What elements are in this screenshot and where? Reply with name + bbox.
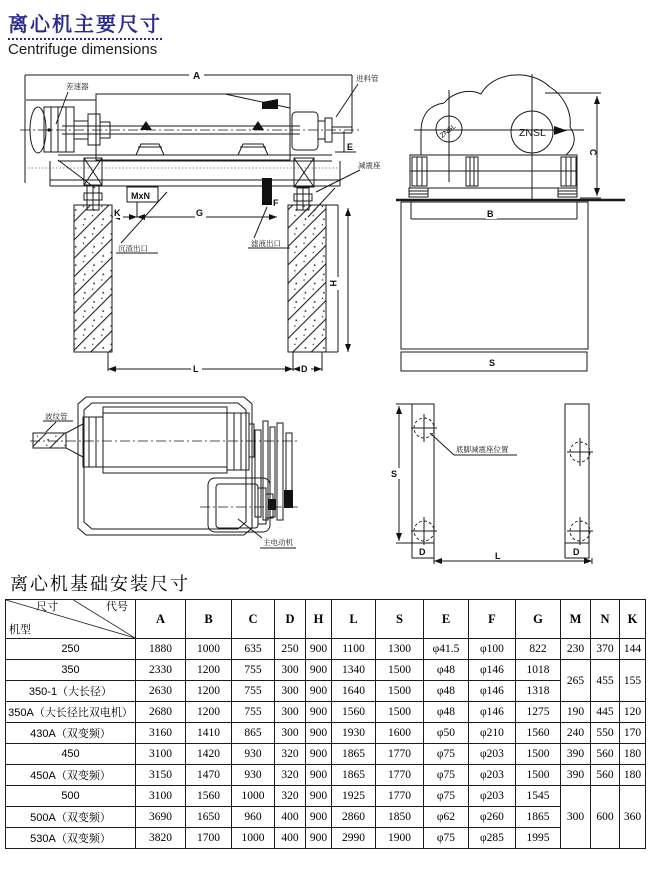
pulley-small-text: ZNSL xyxy=(439,123,458,140)
top-view-drawing xyxy=(30,397,300,548)
value-cell: 1000 xyxy=(232,828,275,849)
value-cell: 1300 xyxy=(376,639,424,660)
value-cell: 155 xyxy=(620,660,646,702)
value-cell: 1900 xyxy=(376,828,424,849)
value-cell: 1560 xyxy=(186,786,232,807)
value-cell: 1275 xyxy=(516,702,561,723)
value-cell: 1560 xyxy=(332,702,376,723)
value-cell: φ260 xyxy=(469,807,516,828)
value-cell: φ41.5 xyxy=(424,639,469,660)
value-cell: 1865 xyxy=(516,807,561,828)
value-cell: φ210 xyxy=(469,723,516,744)
value-cell: 1340 xyxy=(332,660,376,681)
value-cell: 400 xyxy=(275,807,306,828)
value-cell: 755 xyxy=(232,660,275,681)
value-cell: φ48 xyxy=(424,681,469,702)
value-cell: 144 xyxy=(620,639,646,660)
value-cell: 3100 xyxy=(136,786,186,807)
dim-a-label: A xyxy=(193,71,201,82)
value-cell: φ146 xyxy=(469,681,516,702)
value-cell: 360 xyxy=(620,786,646,849)
value-cell: 1500 xyxy=(516,744,561,765)
value-cell: 320 xyxy=(275,744,306,765)
dim-e-label: E xyxy=(347,142,354,152)
column-header-K: K xyxy=(620,600,646,639)
dim-f-label: F xyxy=(273,198,279,208)
value-cell: φ146 xyxy=(469,702,516,723)
value-cell: 900 xyxy=(306,765,332,786)
value-cell: 755 xyxy=(232,702,275,723)
model-cell: 530A（双变频） xyxy=(6,828,136,849)
column-header-M: M xyxy=(561,600,591,639)
column-header-D: D xyxy=(275,600,306,639)
value-cell: 300 xyxy=(275,681,306,702)
dimensions-table-wrap xyxy=(5,599,646,849)
plan-dim-d-left: D xyxy=(419,547,426,557)
pulley-large-text: ZNSL xyxy=(519,127,546,139)
value-cell: 1770 xyxy=(376,744,424,765)
value-cell: 300 xyxy=(561,786,591,849)
value-cell: 3160 xyxy=(136,723,186,744)
header-row xyxy=(6,600,646,639)
column-header-N: N xyxy=(591,600,620,639)
value-cell: 550 xyxy=(591,723,620,744)
plan-dim-s-label: S xyxy=(391,469,398,479)
column-header-C: C xyxy=(232,600,275,639)
value-cell: 190 xyxy=(561,702,591,723)
sediment-outlet-label: 沉渣出口 xyxy=(118,244,148,253)
table-row xyxy=(6,702,646,723)
value-cell: 1500 xyxy=(376,660,424,681)
value-cell: 1200 xyxy=(186,681,232,702)
value-cell: 1318 xyxy=(516,681,561,702)
value-cell: φ75 xyxy=(424,786,469,807)
value-cell: 400 xyxy=(275,828,306,849)
dim-h-label: H xyxy=(328,280,338,287)
table-row xyxy=(6,723,646,744)
dim-d-label: D xyxy=(301,364,308,374)
column-header-L: L xyxy=(332,600,376,639)
table-row xyxy=(6,786,646,807)
dim-s-label: S xyxy=(489,358,496,368)
column-header-A: A xyxy=(136,600,186,639)
value-cell: 1410 xyxy=(186,723,232,744)
value-cell: 2630 xyxy=(136,681,186,702)
table-row xyxy=(6,828,646,849)
value-cell: φ203 xyxy=(469,786,516,807)
side-view-drawing xyxy=(20,69,381,374)
table-row xyxy=(6,660,646,681)
value-cell: 1650 xyxy=(186,807,232,828)
model-cell: 350 xyxy=(6,660,136,681)
main-motor-label: 主电动机 xyxy=(263,538,293,547)
value-cell: 1995 xyxy=(516,828,561,849)
value-cell: 900 xyxy=(306,660,332,681)
value-cell: 1500 xyxy=(376,681,424,702)
dim-k-label: K xyxy=(114,208,121,218)
value-cell: 635 xyxy=(232,639,275,660)
value-cell: 300 xyxy=(275,723,306,744)
value-cell: 1865 xyxy=(332,765,376,786)
value-cell: φ75 xyxy=(424,828,469,849)
model-cell: 250 xyxy=(6,639,136,660)
value-cell: 250 xyxy=(275,639,306,660)
value-cell: 900 xyxy=(306,723,332,744)
page-subtitle: Centrifuge dimensions xyxy=(8,41,158,58)
value-cell: 1500 xyxy=(376,702,424,723)
value-cell: 2990 xyxy=(332,828,376,849)
value-cell: 320 xyxy=(275,765,306,786)
column-header-S: S xyxy=(376,600,424,639)
value-cell: φ48 xyxy=(424,702,469,723)
value-cell: 1420 xyxy=(186,744,232,765)
value-cell: 240 xyxy=(561,723,591,744)
foot-damper-label: 底脚减震座位置 xyxy=(456,445,509,454)
value-cell: 1470 xyxy=(186,765,232,786)
plan-dim-l-label: L xyxy=(495,551,501,561)
value-cell: 1560 xyxy=(516,723,561,744)
value-cell: 930 xyxy=(232,765,275,786)
value-cell: 900 xyxy=(306,639,332,660)
table-row xyxy=(6,744,646,765)
value-cell: 900 xyxy=(306,828,332,849)
model-cell: 430A（双变频） xyxy=(6,723,136,744)
value-cell: 900 xyxy=(306,681,332,702)
value-cell: φ203 xyxy=(469,744,516,765)
value-cell: 2860 xyxy=(332,807,376,828)
model-cell: 450A（双变频） xyxy=(6,765,136,786)
page-title: 离心机主要尺寸 xyxy=(8,8,162,40)
value-cell: 1000 xyxy=(232,786,275,807)
value-cell: 1925 xyxy=(332,786,376,807)
value-cell: φ146 xyxy=(469,660,516,681)
gearbox-label: 差速器 xyxy=(66,82,89,91)
dim-g-label: G xyxy=(196,208,204,218)
value-cell: 1770 xyxy=(376,786,424,807)
value-cell: φ75 xyxy=(424,765,469,786)
value-cell: 822 xyxy=(516,639,561,660)
value-cell: 180 xyxy=(620,765,646,786)
value-cell: 1200 xyxy=(186,660,232,681)
value-cell: 900 xyxy=(306,786,332,807)
value-cell: φ48 xyxy=(424,660,469,681)
table-row xyxy=(6,807,646,828)
value-cell: 370 xyxy=(591,639,620,660)
model-cell: 350A（大长径比双电机） xyxy=(6,702,136,723)
page-header xyxy=(8,8,162,58)
value-cell: 755 xyxy=(232,681,275,702)
corner-cell xyxy=(6,600,136,639)
value-cell: 1500 xyxy=(516,765,561,786)
dim-b-label: B xyxy=(487,209,494,219)
column-header-F: F xyxy=(469,600,516,639)
corner-code-label: 代号 xyxy=(106,601,128,613)
value-cell: 230 xyxy=(561,639,591,660)
value-cell: φ50 xyxy=(424,723,469,744)
value-cell: 390 xyxy=(561,744,591,765)
technical-drawings xyxy=(0,60,650,566)
filtrate-outlet-label: 滤液出口 xyxy=(251,239,281,248)
dim-l-label: L xyxy=(193,364,199,374)
column-header-E: E xyxy=(424,600,469,639)
value-cell: 900 xyxy=(306,744,332,765)
value-cell: 170 xyxy=(620,723,646,744)
value-cell: 600 xyxy=(591,786,620,849)
value-cell: 120 xyxy=(620,702,646,723)
value-cell: 1100 xyxy=(332,639,376,660)
table-row xyxy=(6,639,646,660)
table-row xyxy=(6,681,646,702)
corner-model-label: 机型 xyxy=(9,624,31,636)
value-cell: 300 xyxy=(275,660,306,681)
value-cell: 300 xyxy=(275,702,306,723)
model-cell: 500A（双变频） xyxy=(6,807,136,828)
end-view-drawing xyxy=(396,74,625,371)
value-cell: 180 xyxy=(620,744,646,765)
plan-dim-d-right: D xyxy=(573,547,580,557)
value-cell: 1545 xyxy=(516,786,561,807)
value-cell: 265 xyxy=(561,660,591,702)
value-cell: 900 xyxy=(306,702,332,723)
section-title: 离心机基础安装尺寸 xyxy=(10,574,190,594)
value-cell: 3150 xyxy=(136,765,186,786)
value-cell: 320 xyxy=(275,786,306,807)
value-cell: 455 xyxy=(591,660,620,702)
model-cell: 450 xyxy=(6,744,136,765)
value-cell: 1865 xyxy=(332,744,376,765)
value-cell: 1600 xyxy=(376,723,424,744)
value-cell: 3690 xyxy=(136,807,186,828)
value-cell: 445 xyxy=(591,702,620,723)
value-cell: 1200 xyxy=(186,702,232,723)
value-cell: 2330 xyxy=(136,660,186,681)
table-row xyxy=(6,765,646,786)
value-cell: φ285 xyxy=(469,828,516,849)
model-cell: 500 xyxy=(6,786,136,807)
value-cell: 1018 xyxy=(516,660,561,681)
foundation-plan-drawing xyxy=(391,404,593,564)
column-header-H: H xyxy=(306,600,332,639)
value-cell: 3820 xyxy=(136,828,186,849)
dimensions-table xyxy=(5,599,646,849)
bellows-label: 波纹管 xyxy=(45,412,68,421)
value-cell: φ62 xyxy=(424,807,469,828)
value-cell: φ203 xyxy=(469,765,516,786)
value-cell: 930 xyxy=(232,744,275,765)
column-header-B: B xyxy=(186,600,232,639)
value-cell: 1640 xyxy=(332,681,376,702)
value-cell: φ100 xyxy=(469,639,516,660)
damper-seat-label: 减震座 xyxy=(358,161,381,170)
feed-pipe-label: 进料管 xyxy=(356,74,379,83)
value-cell: 1880 xyxy=(136,639,186,660)
value-cell: 1930 xyxy=(332,723,376,744)
value-cell: 560 xyxy=(591,765,620,786)
corner-dim-label: 尺寸 xyxy=(36,601,58,613)
value-cell: 900 xyxy=(306,807,332,828)
dim-c-label: C xyxy=(588,149,598,156)
value-cell: 3100 xyxy=(136,744,186,765)
value-cell: 865 xyxy=(232,723,275,744)
model-cell: 350-1（大长径） xyxy=(6,681,136,702)
value-cell: 1700 xyxy=(186,828,232,849)
value-cell: φ75 xyxy=(424,744,469,765)
value-cell: 2680 xyxy=(136,702,186,723)
value-cell: 560 xyxy=(591,744,620,765)
value-cell: 1000 xyxy=(186,639,232,660)
value-cell: 390 xyxy=(561,765,591,786)
value-cell: 960 xyxy=(232,807,275,828)
value-cell: 1770 xyxy=(376,765,424,786)
column-header-G: G xyxy=(516,600,561,639)
bolt-grid-label: MxN xyxy=(131,191,151,201)
value-cell: 1850 xyxy=(376,807,424,828)
